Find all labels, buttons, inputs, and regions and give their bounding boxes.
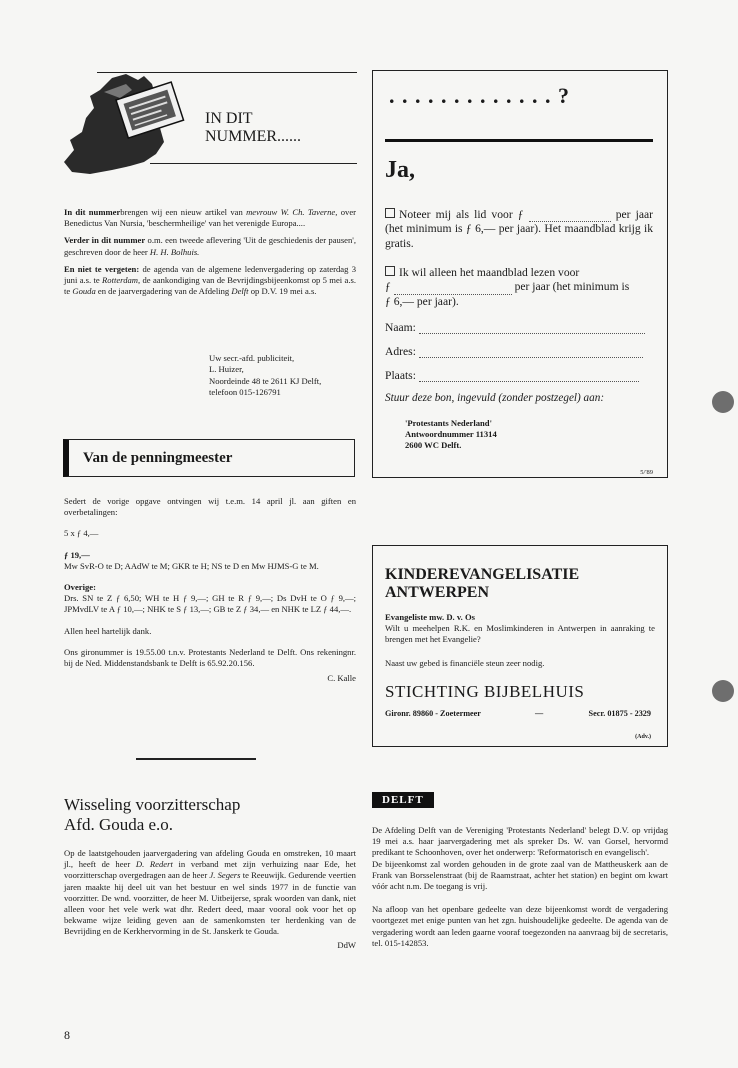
amount-field-member[interactable] [529, 211, 611, 222]
kinder-title: KINDEREVANGELISATIE ANTWERPEN [385, 566, 580, 601]
adres-row: Adres: [385, 345, 643, 358]
penningmeester-body: Sedert de vorige opgave ontvingen wij t.e.m. 14 april jl. aan giften en overbetalingen: 5 x ƒ 4,— ƒ 19,— Mw SvR-O te D; AAdW te M; GKR te H; NS te D en Mw HJMS-G te M. Overige: Drs. SN te Z ƒ 6,50; WH te H ƒ 9,—; GH te R ƒ 9,—; Ds DvH te O ƒ 9,—; JPMvdLV te A ƒ 10,—; NHK te S ƒ 13,—; GB te Z ƒ 34,— en NHK te LZ ƒ 44,—. Allen heel hartelijk dank. Ons gironummer is 19.55.00 t.n.v. Protestants Nederland te Delft. Ons rekeningnr. bij de Ned. Middenstandsbank te Delft is 65.92.20.156. C. Kalle [64, 496, 356, 684]
page-number: 8 [64, 1028, 70, 1042]
naam-row: Naam: [385, 321, 645, 334]
penningmeester-box [63, 439, 355, 477]
kinder-text-1: Wilt u meehelpen R.K. en Moslimkinderen in Antwerpen in aanraking te brengen met het Evangelie? [385, 623, 655, 645]
adv-label: (Adv.) [635, 734, 651, 740]
plaats-row: Plaats: [385, 369, 639, 382]
penningmeester-title: Van de penningmeester [83, 450, 233, 466]
reply-address: 'Protestants Nederland' Antwoordnummer 11314 2600 WC Delft. [405, 418, 497, 450]
coupon-instruction: Stuur deze bon, ingevuld (zonder postzegel) aan: [385, 392, 605, 404]
kinder-text-2: Naast uw gebed is financiële steun zeer nodig. [385, 658, 545, 668]
coupon-ja: Ja, [385, 157, 415, 183]
plaats-field[interactable] [419, 371, 639, 382]
wisseling-body: Op de laatstgehouden jaarvergadering van afdeling Gouda en omstreken, 10 maart jl., heeft de heer D. Redert in verband met zijn verhuizing naar Ede, het voorzitterschap overgedragen aan de heer J. Segers te Reeuwijk. Gedurende veertien jaren maakte hij deel uit van het bestuur en wel sinds 1977 in de functie van voorzitter. De wnd. voorzitter, de heer M. Uitbeijerse, sprak woorden van dank, niet alleen voor het vele werk wat dhr. Redert deed, maar vooral ook voor het op bekwame wijze leiding geven aan de samenkomsten ter herdenking van de Bevrijding en de Kerkhervorming in de St. Janskerk te Gouda. DdW [64, 848, 356, 950]
punch-hole-top [712, 391, 734, 413]
coupon-rule [385, 139, 653, 142]
checkbox-icon[interactable] [385, 266, 395, 276]
section-divider [136, 758, 256, 760]
kinder-subtitle: Evangeliste mw. D. v. Os [385, 612, 475, 622]
coupon-option-member[interactable]: Noteer mij als lid voor ƒ per jaar (het minimum is ƒ 6,— per jaar). Het maandblad krijg ik gratis. [385, 208, 653, 250]
adres-field[interactable] [419, 347, 643, 358]
kinderevangelisatie-ad [372, 545, 668, 747]
naam-field[interactable] [419, 323, 645, 334]
coupon-code: 5/'89 [640, 469, 653, 476]
punch-hole-bottom [712, 680, 734, 702]
in-dit-nummer-title: IN DIT NUMMER...... [205, 110, 302, 145]
wisseling-title: Wisseling voorzitterschap Afd. Gouda e.o. [64, 795, 241, 834]
kinder-dash: — [535, 709, 544, 718]
stichting-title: STICHTING BIJBELHUIS [385, 682, 585, 701]
header-rule-bottom [150, 163, 357, 164]
delft-label: DELFT [372, 792, 434, 808]
delft-body: De Afdeling Delft van de Vereniging 'Protestants Nederland' belegt D.V. op vrijdag 19 mei a.s. haar jaarvergadering met als spreker Ds. W. van Gorsel, hervormd predikant te Schoonhoven, over het onderwerp: 'Reformatorisch en evangelisch'. De bijeenkomst zal worden gehouden in de grote zaal van de Mattheuskerk aan de Frank van Borsselenstraat (bij de Raamstraat, achter het station) en begint om kwart vóór acht n.m. De toegang is vrij. Na afloop van het openbare gedeelte van deze bijeenkomst wordt de vergadering voortgezet met enige punten van het zgn. huishoudelijke gedeelte. De agenda van de vergadering wordt aan leden gaarne vooraf toegezonden na aanvraag bij de secretaris, tel. 015-142853. [372, 825, 668, 948]
membership-coupon [372, 70, 668, 478]
coupon-dots-title: . . . . . . . . . . . . . ? [389, 83, 570, 108]
checkbox-icon[interactable] [385, 208, 395, 218]
kinder-giro: Gironr. 89860 - Zoetermeer [385, 709, 481, 718]
coupon-option-magazine[interactable]: Ik wil alleen het maandblad lezen voor ƒ per jaar (het minimum is ƒ 6,— per jaar). [385, 266, 630, 308]
amount-field-magazine[interactable] [394, 284, 512, 295]
publiciteit-address: Uw secr.-afd. publiciteit, L. Huizer, Noordeinde 48 te 2611 KJ Delft, telefoon 015-126791 [209, 353, 322, 398]
kinder-secr: Secr. 01875 - 2329 [588, 709, 651, 718]
in-dit-nummer-body: In dit nummerbrengen wij een nieuw artikel van mevrouw W. Ch. Taverne, over Benedictus Van Nursia, 'beschermheilige' van het verenigde Europa.... Verder in dit nummer o.m. een tweede aflevering 'Uit de geschiedenis der pausen', geschreven door de heer H. H. Bolhuis. En niet te vergeten: de agenda van de algemene ledenvergadering op zaterdag 3 juni a.s. te Rotterdam, de aankondiging van de Bevrijdingsbijeenkomst op 5 mei a.s. te Gouda en de jaarvergadering van de Afdeling Delft op D.V. 19 mei a.s. [64, 207, 356, 297]
